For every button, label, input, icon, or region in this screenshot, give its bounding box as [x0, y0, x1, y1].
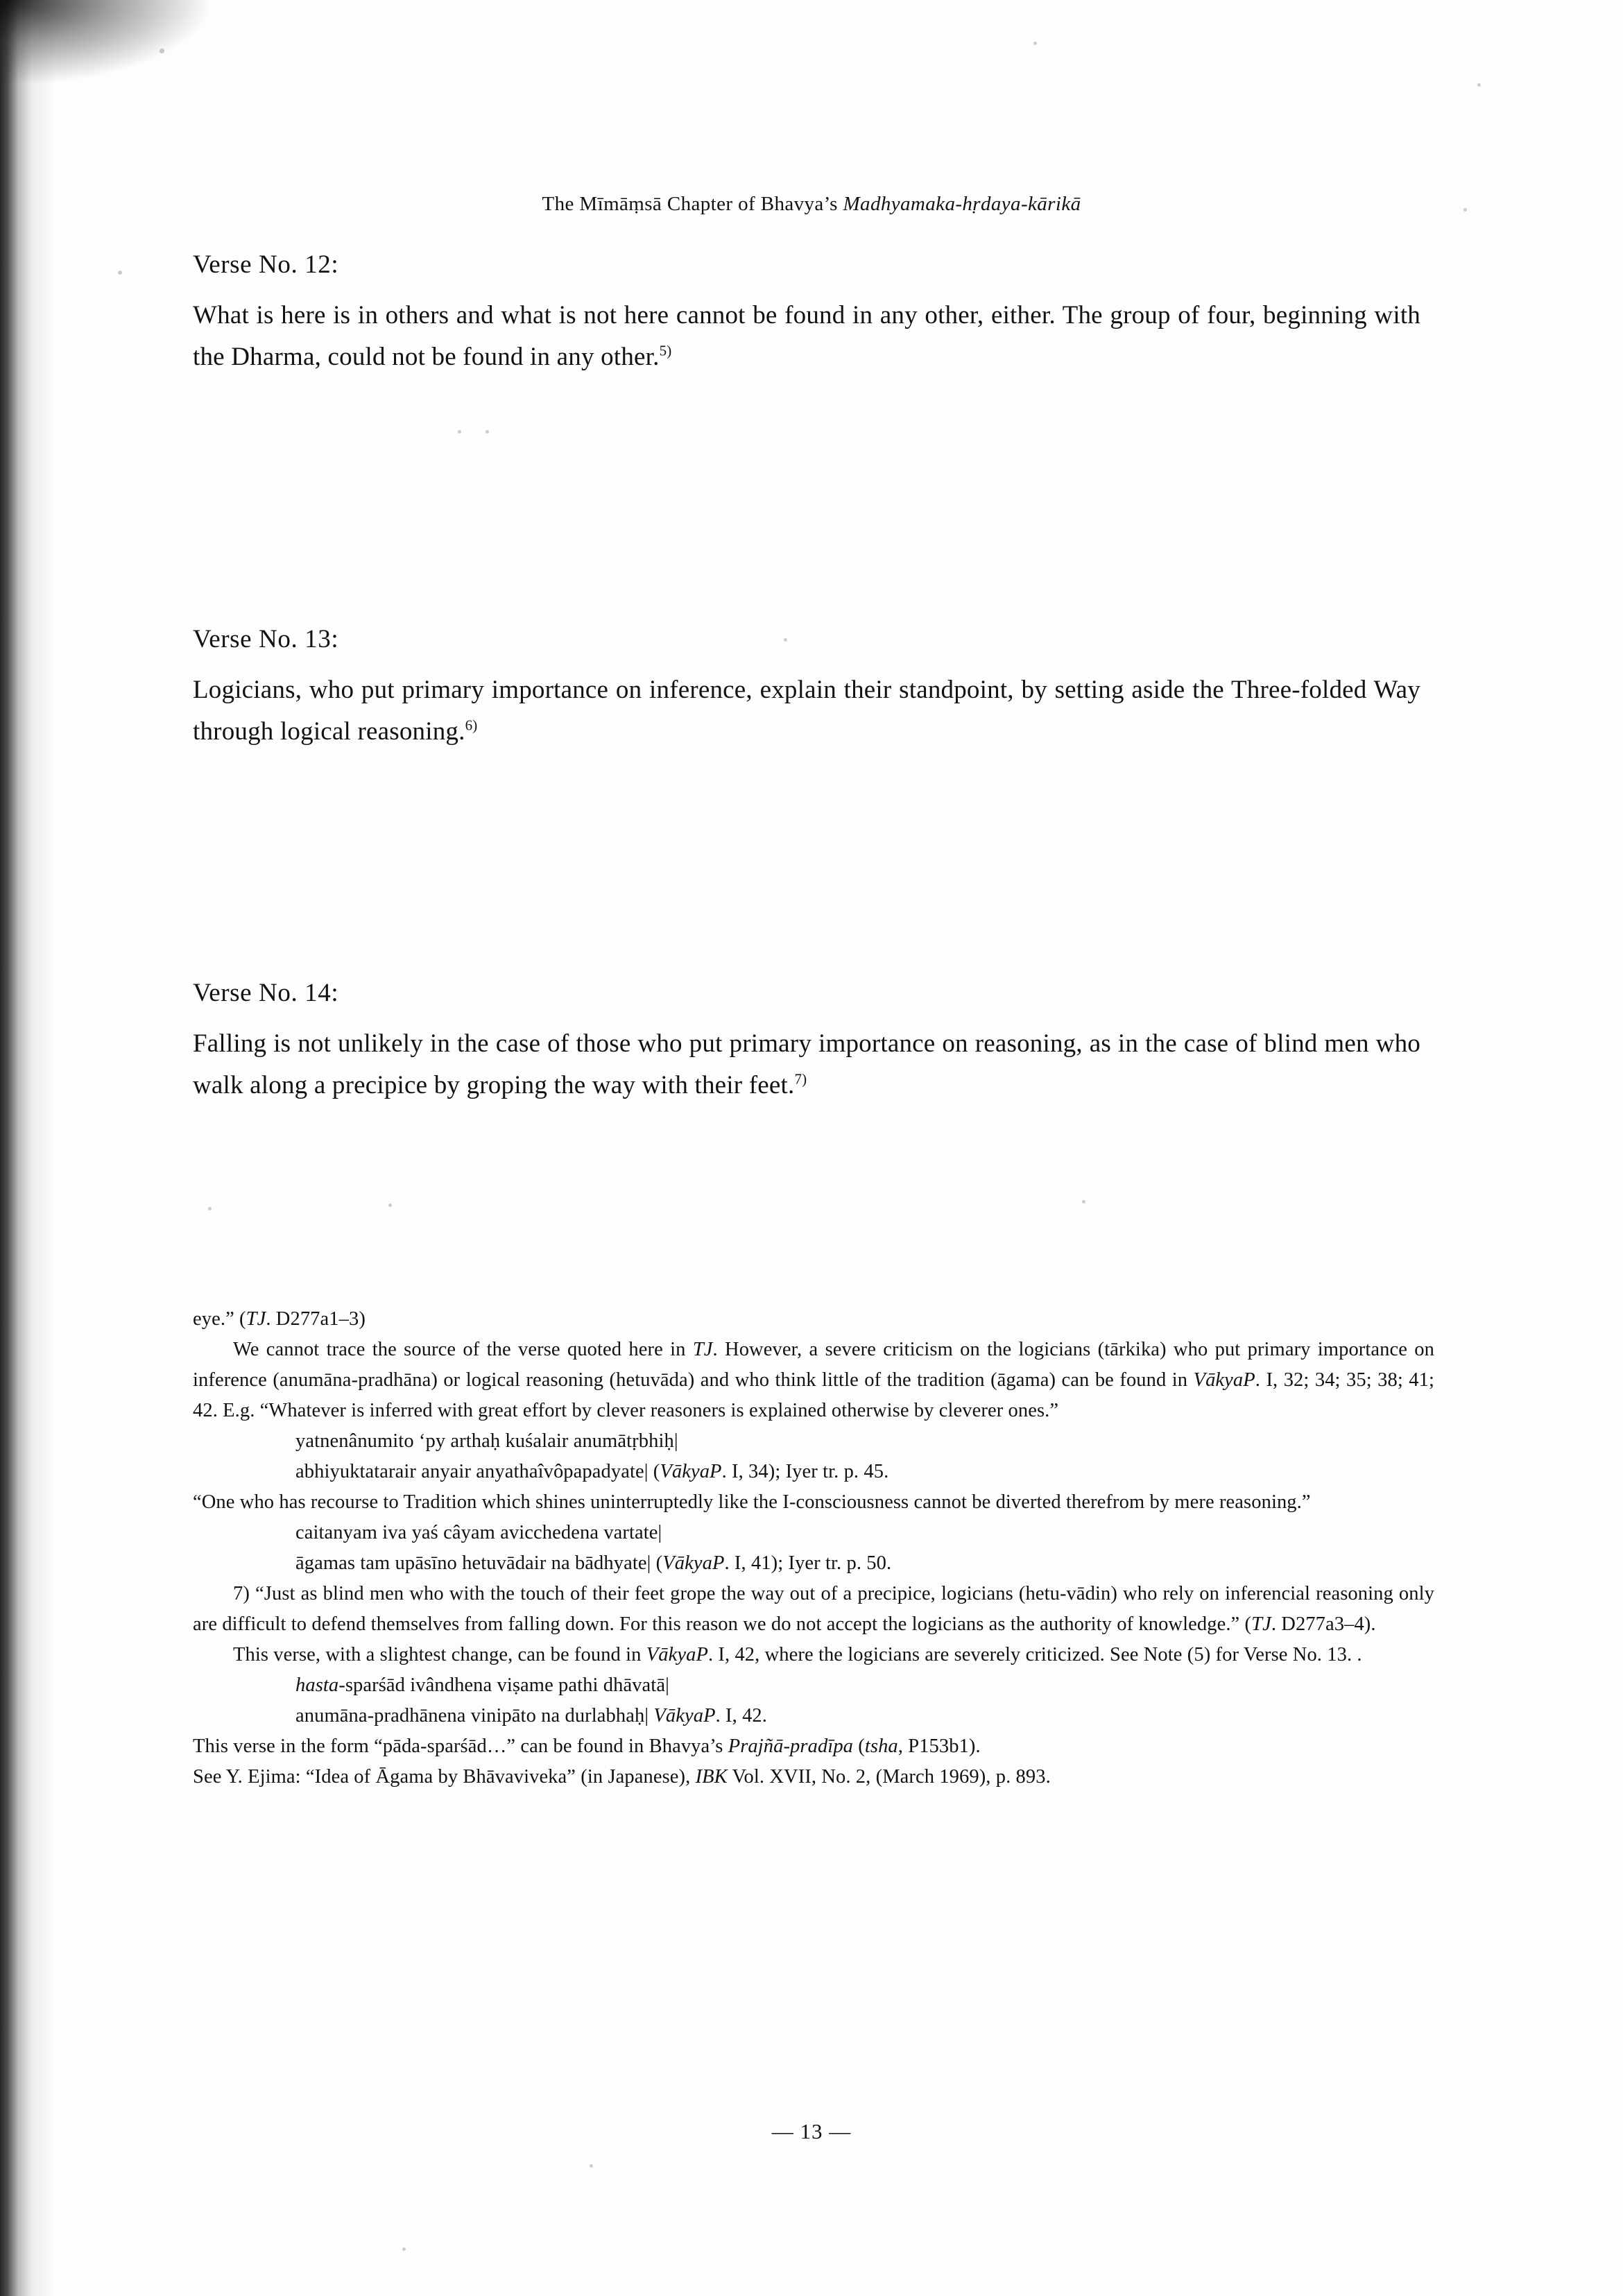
note-para-verse42-run: . I, 42, where the logicians are severely criticized. See Note (5) for Verse No. 13. .	[707, 1644, 1362, 1666]
note-quote-2-run: VākyaP	[660, 1461, 722, 1483]
note-quote-4-run: . I, 41); Iyer tr. p. 50.	[724, 1552, 892, 1575]
footnote-paragraphs	[193, 1335, 1434, 1792]
note-para-prajna-run: , P153b1).	[898, 1736, 981, 1758]
note-para-ejima-run: See Y. Ejima: “Idea of Āgama by Bhāvaviveka” (in Japanese),	[193, 1766, 696, 1788]
note-para-tradition	[193, 1487, 1434, 1518]
verse-body-12: What is here is in others and what is not here cannot be found in any other, either. The group of four, beginning with the Dharma, could not be found in any other.	[193, 301, 1420, 371]
note-para-ejima-run: IBK	[695, 1766, 728, 1788]
verse-body-14: Falling is not unlikely in the case of those who put primary importance on reasoning, as in the case of blind men who walk along a precipice by groping the way with their feet.	[193, 1029, 1420, 1099]
note-quote-2-run: abhiyuktatarair anyair anyathaîvôpapadyate| (	[295, 1461, 660, 1483]
note-para-verse42-run: VākyaP	[646, 1644, 708, 1666]
note-para-prajna-run: tsha	[864, 1736, 898, 1758]
note-para-trace-run: We cannot trace the source of the verse quoted here in	[233, 1339, 693, 1361]
note-quote-3-run: caitanyam iva yaś câyam avicchedena vartate|	[295, 1522, 662, 1544]
verse-label-12: Verse No. 12:	[193, 250, 339, 279]
note-quote-6-run: anumāna-pradhānena vinipāto na durlabhaḥ|	[295, 1705, 654, 1727]
note-para-prajna-run: (	[853, 1736, 865, 1758]
verse-body-13: Logicians, who put primary importance on inference, explain their standpoint, by setting aside the Three-folded Way through logical reasoning.	[193, 676, 1420, 746]
note-para-trace-run: . However, a severe criticism on the logicians (tārkika) who put primary importance on inference (anumāna-pradhāna) or logical reasoning (hetuvāda) and who think little of the tradition (āgama) can be found in	[193, 1339, 1434, 1391]
verse-note-marker-12[interactable]: 5)	[659, 342, 672, 359]
running-head-title-italic: Madhyamaka-hṛdaya-kārikā	[843, 193, 1081, 215]
note-para-ejima-run: Vol. XVII, No. 2, (March 1969), p. 893.	[727, 1766, 1051, 1788]
verse-block-13	[193, 624, 1420, 753]
note-quote-4-run: āgamas tam upāsīno hetuvādair na bādhyate| (	[295, 1552, 663, 1575]
note-para-trace-run: VākyaP	[1193, 1369, 1255, 1391]
verse-block-12	[193, 250, 1420, 378]
note-para-verse42-run: This verse, with a slightest change, can be found in	[233, 1644, 646, 1666]
verse-note-marker-13[interactable]: 6)	[465, 717, 478, 734]
note-7-run: . D277a3–4).	[1271, 1613, 1376, 1636]
note-para-tradition-run: “One who has recourse to Tradition which shines uninterruptedly like the I-consciousness cannot be diverted therefrom by mere reasoning.”	[193, 1491, 1311, 1514]
note-quote-1	[295, 1426, 1434, 1457]
note-quote-2-run: . I, 34); Iyer tr. p. 45.	[721, 1461, 889, 1483]
note-quote-1-run: yatnenânumito ‘py arthaḥ kuśalair anumātṛbhiḥ|	[295, 1430, 678, 1453]
note-quote-6-run: . I, 42.	[715, 1705, 768, 1727]
note-quote-5-run: -sparśād ivândhena viṣame pathi dhāvatā|	[338, 1674, 669, 1697]
footnote-catchword: eye.” (TJ. D277a1–3)	[193, 1308, 366, 1330]
note-7-run: 7) “Just as blind men who with the touch of their feet grope the way out of a precipice, logicians (hetu-vādin) who rely on inferencial reasoning only are difficult to defend themselves from falling down. For this reason we do not accept the logicians as the authority of knowledge.” (	[193, 1583, 1434, 1636]
note-para-trace-run: TJ	[692, 1339, 713, 1361]
note-quote-6-run: VākyaP	[653, 1705, 716, 1727]
note-quote-2	[295, 1457, 1434, 1487]
page-number: — 13 —	[771, 2119, 852, 2143]
running-head-text: The Mīmāṃsā Chapter of Bhavya’s	[542, 193, 843, 215]
note-para-trace	[193, 1335, 1434, 1426]
verse-note-marker-14[interactable]: 7)	[794, 1070, 807, 1088]
note-para-prajna-run: This verse in the form “pāda-sparśād…” can be found in Bhavya’s	[193, 1736, 728, 1758]
verse-label-14: Verse No. 14:	[193, 979, 339, 1007]
note-quote-4-run: VākyaP	[662, 1552, 725, 1575]
footnote-catchword-italic: TJ	[246, 1308, 266, 1330]
note-para-verse42	[193, 1640, 1434, 1670]
verse-label-13: Verse No. 13:	[193, 625, 339, 653]
verse-text-14	[193, 1023, 1420, 1106]
verse-text-12	[193, 295, 1420, 378]
note-7-run: TJ	[1251, 1613, 1271, 1636]
note-quote-6	[295, 1701, 1434, 1731]
note-para-prajna	[193, 1731, 1434, 1762]
note-para-ejima	[193, 1762, 1434, 1792]
note-quote-3	[295, 1518, 1434, 1548]
note-quote-4	[295, 1548, 1434, 1579]
verse-text-13	[193, 669, 1420, 753]
note-para-prajna-run: Prajñā-pradīpa	[728, 1736, 854, 1758]
note-quote-5-run: hasta	[295, 1674, 339, 1697]
note-7	[193, 1579, 1434, 1640]
running-head	[0, 193, 1623, 216]
verse-block-14	[193, 978, 1420, 1106]
note-para-trace-run: . I, 32; 34; 35; 38; 41; 42. E.g. “Whatever is inferred with great effort by clever reasoners is explained otherwise by cleverer ones.”	[193, 1369, 1435, 1422]
note-quote-5	[295, 1670, 1434, 1701]
footnote-apparatus	[193, 1304, 1434, 1793]
